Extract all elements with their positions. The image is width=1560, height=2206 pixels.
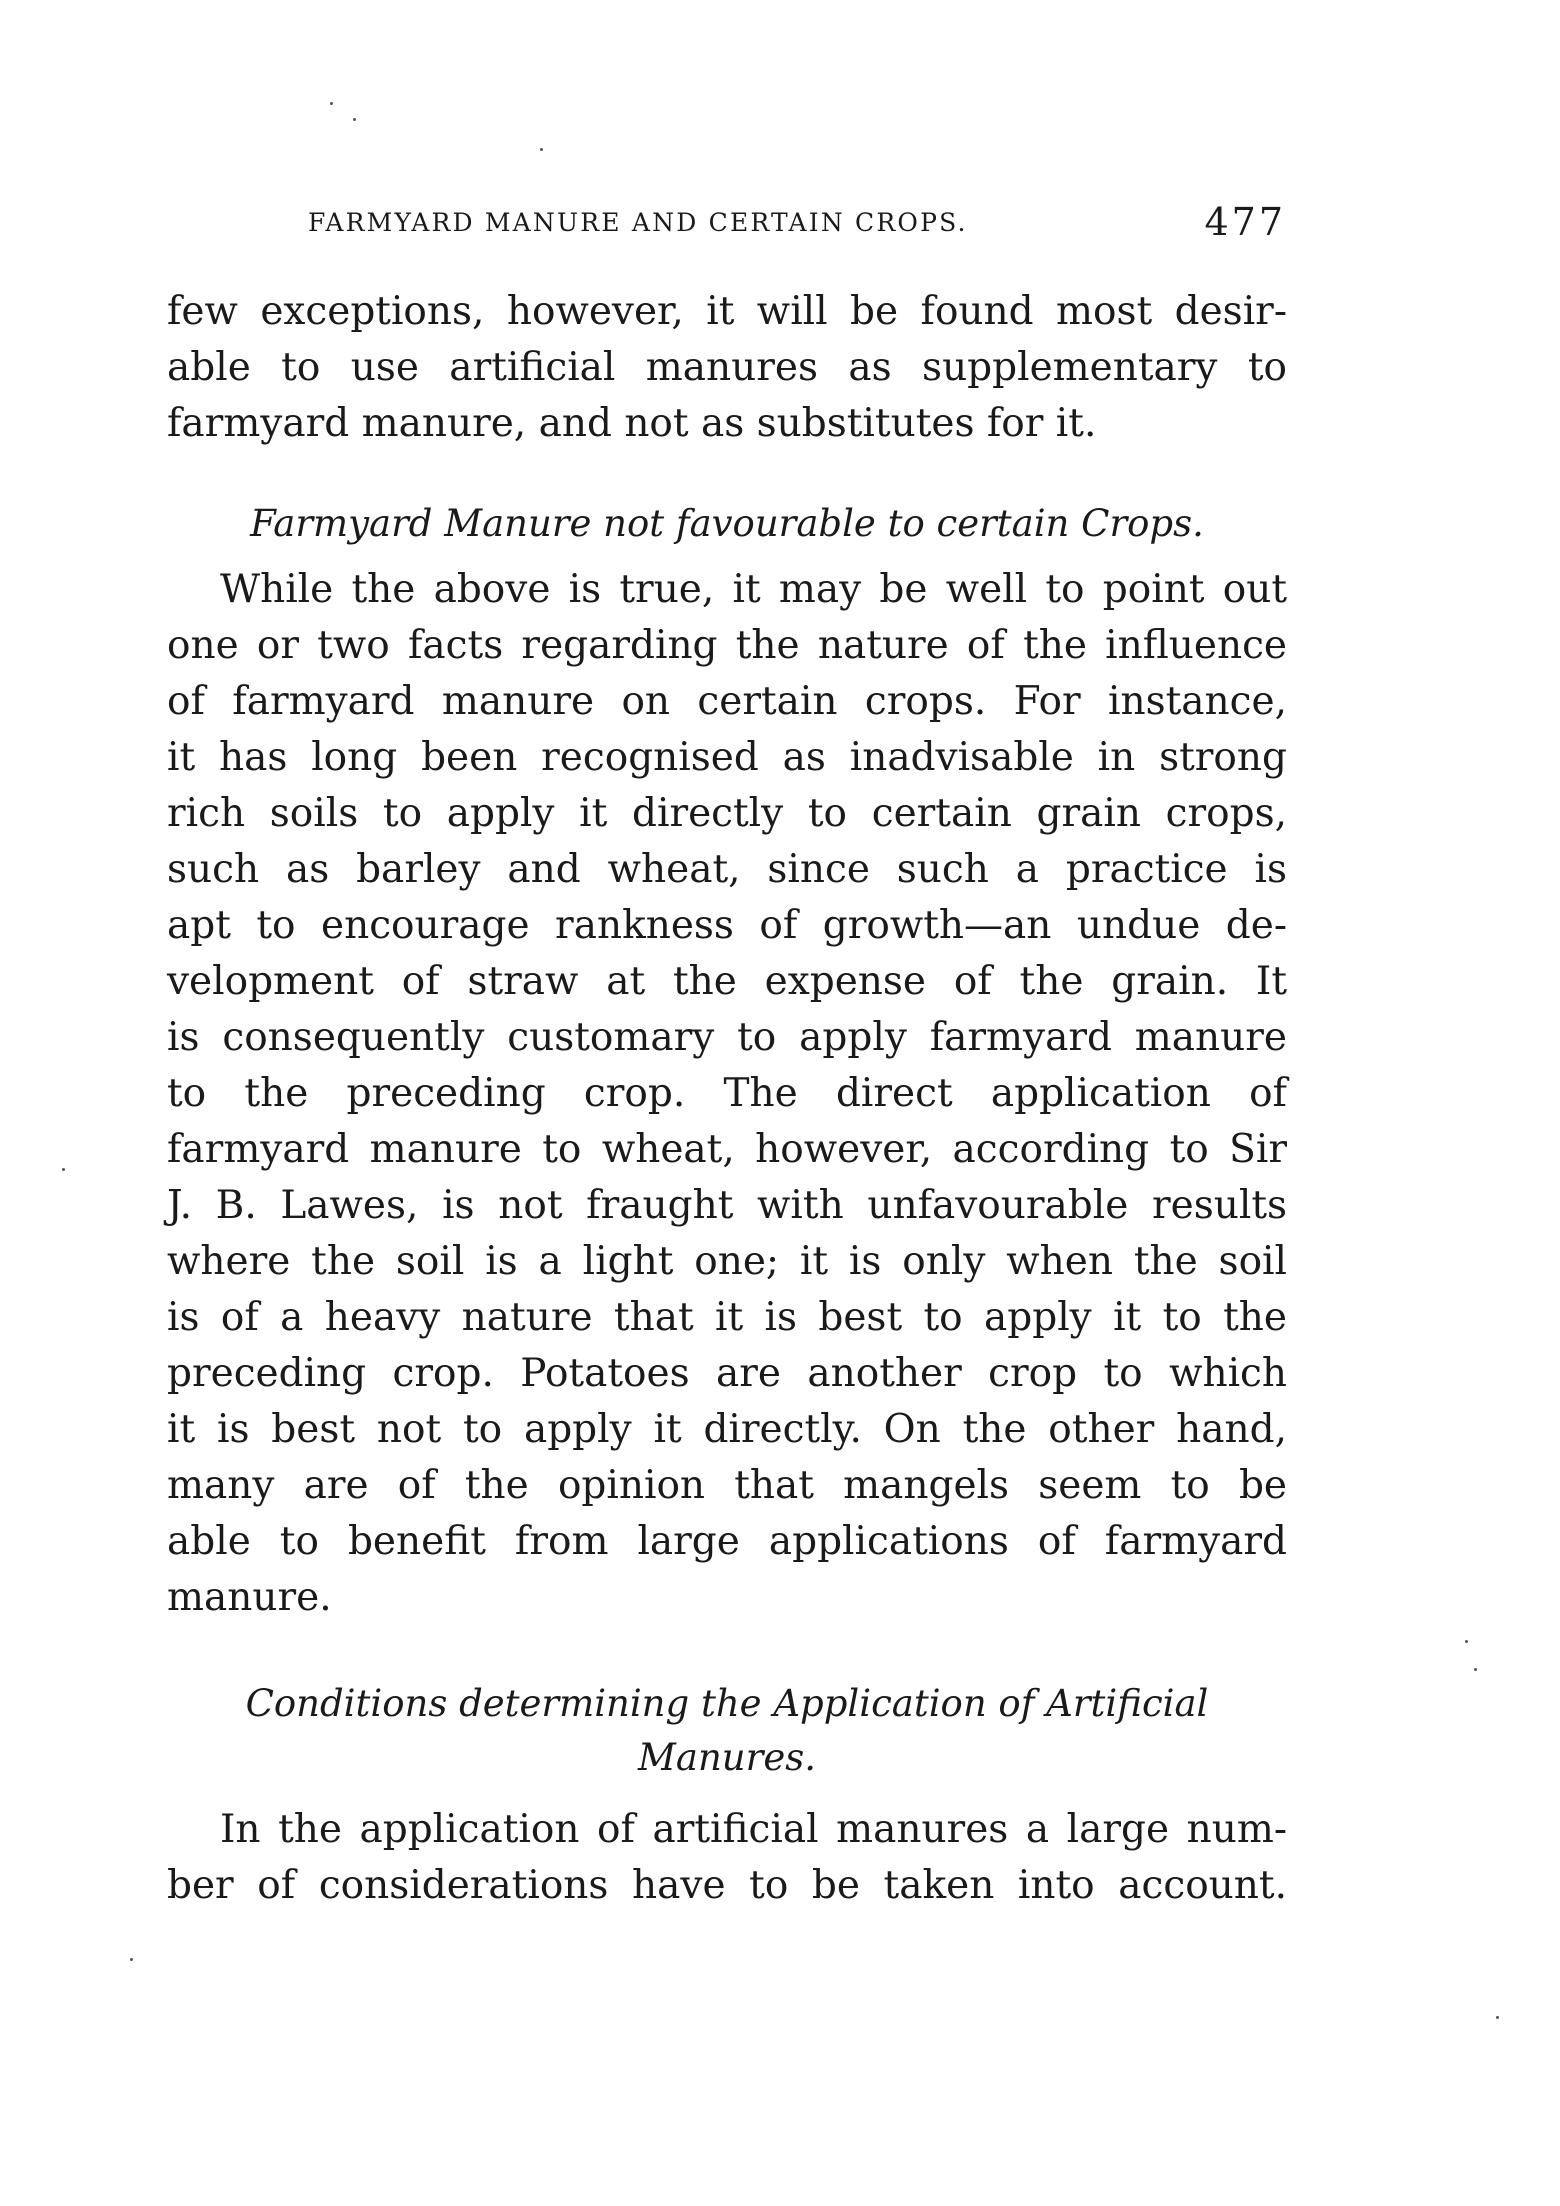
paper-speck [1465,1640,1468,1643]
paper-speck [130,1958,133,1961]
text-line: rich soils to apply it directly to certain grain crops, [167,791,1287,836]
text-line: to the preceding crop. The direct application of [167,1071,1287,1116]
text-line: In the application of artificial manures a large num- [220,1807,1287,1852]
paper-speck [62,1168,65,1171]
paper-speck [1474,1668,1477,1671]
text-line: one or two facts regarding the nature of the influence [167,623,1287,668]
text-line: of farmyard manure on certain crops. For instance, [167,679,1287,724]
running-head [308,200,1286,250]
text-line: While the above is true, it may be well to point out [220,567,1287,612]
text-line: such as barley and wheat, since such a practice is [167,847,1287,892]
section-heading: Conditions determining the Application of Artificial [245,1682,1209,1725]
text-line: apt to encourage rankness of growth—an undue de- [167,903,1287,948]
text-line: able to use artificial manures as supplementary to [167,345,1287,390]
paper-speck [1496,2016,1499,2019]
text-line: is consequently customary to apply farmyard manure [167,1015,1287,1060]
paper-speck [330,102,333,105]
section-heading: Farmyard Manure not favourable to certain Crops. [250,502,1204,545]
paper-speck [540,148,543,151]
text-line: able to benefit from large applications of farmyard [167,1519,1287,1564]
text-line: velopment of straw at the expense of the grain. It [167,959,1287,1004]
text-line: manure. [167,1575,332,1620]
text-line: where the soil is a light one; it is only when the soil [167,1239,1287,1284]
text-line: many are of the opinion that mangels seem to be [167,1463,1287,1508]
text-line: ber of considerations have to be taken into account. [167,1863,1287,1908]
text-line: it has long been recognised as inadvisable in strong [167,735,1287,780]
text-line: J. B. Lawes, is not fraught with unfavourable results [167,1183,1287,1228]
paper-speck [353,118,356,121]
text-line: few exceptions, however, it will be found most desir- [167,289,1287,334]
text-line: farmyard manure, and not as substitutes for it. [167,401,1097,446]
text-line: it is best not to apply it directly. On the other hand, [167,1407,1287,1452]
running-head-title: FARMYARD MANURE AND CERTAIN CROPS. [308,208,968,237]
section-heading-continued: Manures. [638,1736,816,1779]
text-line: farmyard manure to wheat, however, according to Sir [167,1127,1287,1172]
text-line: preceding crop. Potatoes are another crop to which [167,1351,1287,1396]
text-line: is of a heavy nature that it is best to apply it to the [167,1295,1287,1340]
page-number: 477 [1204,200,1286,244]
